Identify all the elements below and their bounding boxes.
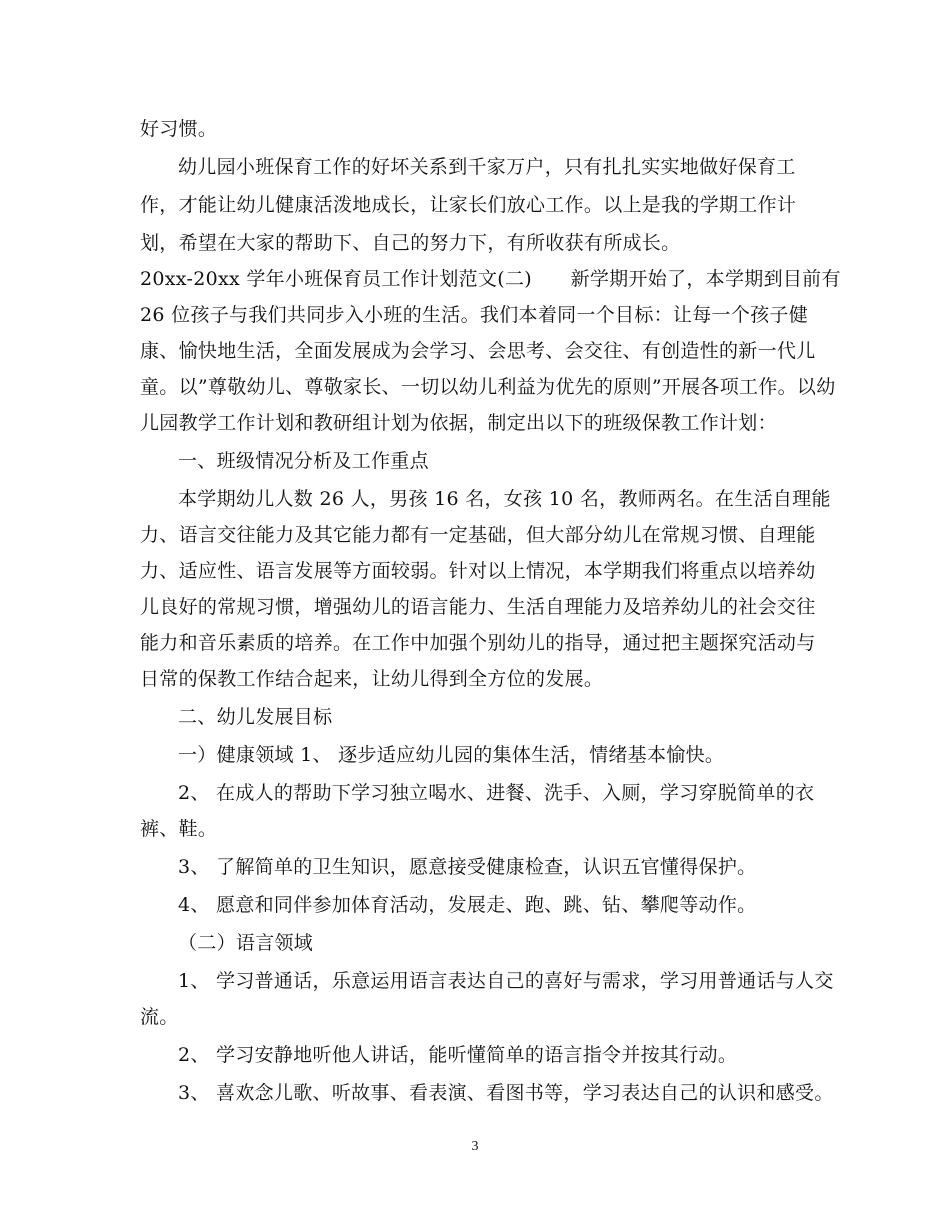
- paragraph-line: 好习惯。: [140, 118, 218, 140]
- paragraph-line: 能力和音乐素质的培养。在工作中加强个别幼儿的指导，通过把主题探究活动与: [140, 632, 816, 654]
- list-item: 1、 学习普通话，乐意运用语言表达自己的喜好与需求，学习用普通话与人交: [178, 970, 834, 992]
- section-heading: 一、班级情况分析及工作重点: [178, 450, 429, 472]
- paragraph-line: 26 位孩子与我们共同步入小班的生活。我们本着同一个目标：让每一个孩子健: [140, 304, 809, 326]
- paragraph-line: 划，希望在大家的帮助下、自己的努力下，有所收获有所成长。: [140, 232, 681, 254]
- list-item: 2、 学习安静地听他人讲话，能听懂简单的语言指令并按其行动。: [178, 1044, 738, 1066]
- list-item: 3、 喜欢念儿歌、听故事、看表演、看图书等，学习表达自己的认识和感受。: [178, 1082, 834, 1104]
- section-heading: 二、幼儿发展目标: [178, 706, 333, 728]
- paragraph-line: 力、适应性、语言发展等方面较弱。针对以上情况，本学期我们将重点以培养幼: [140, 560, 816, 582]
- paragraph-line: 作，才能让幼儿健康活泼地成长，让家长们放心工作。以上是我的学期工作计: [140, 194, 797, 216]
- paragraph-line: 儿良好的常规习惯，增强幼儿的语言能力、生活自理能力及培养幼儿的社会交往: [140, 596, 816, 618]
- paragraph-line: 20xx-20xx 学年小班保育员工作计划范文(二) 新学期开始了，本学期到目前有: [140, 268, 841, 290]
- list-item: 4、 愿意和同伴参加体育活动，发展走、跑、跳、钻、攀爬等动作。: [178, 894, 757, 916]
- list-item-continuation: 裤、鞋。: [140, 818, 218, 840]
- list-item-continuation: 流。: [140, 1006, 179, 1028]
- paragraph-line: 儿园教学工作计划和教研组计划为依据，制定出以下的班级保教工作计划：: [140, 412, 777, 434]
- list-item: 3、 了解简单的卫生知识，愿意接受健康检查，认识五官懂得保护。: [178, 856, 757, 878]
- paragraph-line: 幼儿园小班保育工作的好坏关系到千家万户，只有扎扎实实地做好保育工: [178, 156, 796, 178]
- list-item: 2、 在成人的帮助下学习独立喝水、进餐、洗手、入厕，学习穿脱简单的衣: [178, 782, 815, 804]
- subsection-heading: （二）语言领域: [178, 932, 314, 954]
- list-item: 一）健康领域 1、 逐步适应幼儿园的集体生活，情绪基本愉快。: [178, 744, 725, 766]
- paragraph-line: 本学期幼儿人数 26 人，男孩 16 名，女孩 10 名，教师两名。在生活自理能: [178, 488, 831, 510]
- paragraph-line: 康、愉快地生活，全面发展成为会学习、会思考、会交往、有创造性的新一代儿: [140, 340, 816, 362]
- paragraph-line: 力、语言交往能力及其它能力都有一定基础，但大部分幼儿在常规习惯、自理能: [140, 524, 816, 546]
- paragraph-line: 日常的保教工作结合起来，让幼儿得到全方位的发展。: [140, 668, 604, 690]
- paragraph-line: 童。以”尊敬幼儿、尊敬家长、一切以幼儿利益为优先的原则”开展各项工作。以幼: [140, 376, 836, 398]
- page-number: 3: [471, 1139, 479, 1154]
